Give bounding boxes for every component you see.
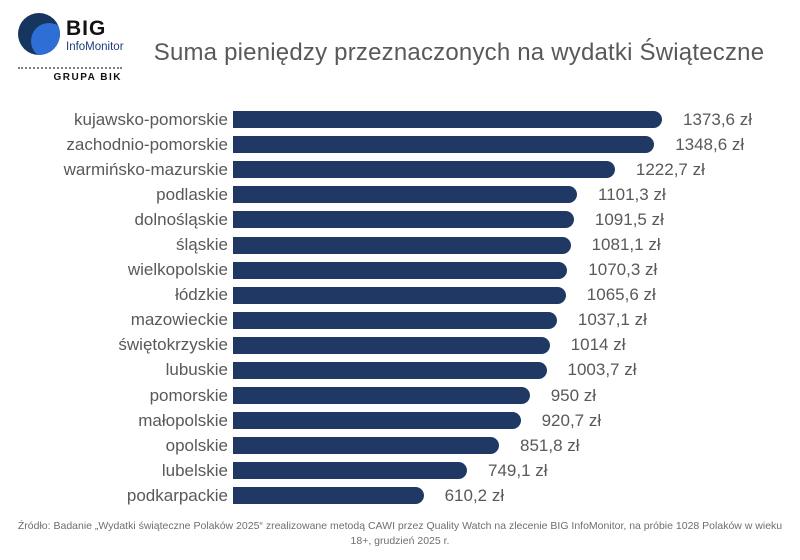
row-label: mazowieckie xyxy=(130,310,228,330)
row-bar xyxy=(233,211,574,228)
row-value: 1070,3 zł xyxy=(588,260,658,280)
chart-rows xyxy=(0,107,800,509)
row-label: świętokrzyskie xyxy=(118,335,228,355)
logo-grupa-bik-text: GRUPA BIK xyxy=(53,72,122,83)
row-bar xyxy=(233,111,662,128)
chart-row xyxy=(0,408,800,433)
row-bar xyxy=(233,312,557,329)
row-value: 950 zł xyxy=(550,385,597,405)
row-value: 610,2 zł xyxy=(444,485,505,505)
source-footnote: Źródło: Badanie „Wydatki świąteczne Polaków 2025“ zrealizowane metodą CAWI przez Quality Watch na zlecenie BIG InfoMonitor, na próbie 1028 Polaków w wieku 18+, grudzień 2025 r. xyxy=(17,519,783,547)
row-bar xyxy=(233,387,530,404)
row-label: łódzkie xyxy=(175,285,228,305)
row-label: podkarpackie xyxy=(126,485,228,505)
chart-row xyxy=(0,232,800,257)
row-label: kujawsko-pomorskie xyxy=(74,109,228,129)
row-bar xyxy=(233,186,577,203)
row-bar xyxy=(233,237,571,254)
chart-row xyxy=(0,433,800,458)
row-value: 1091,5 zł xyxy=(594,209,664,229)
logo-sphere-icon xyxy=(18,13,60,60)
row-value: 920,7 zł xyxy=(541,410,602,430)
chart-row xyxy=(0,383,800,408)
row-label: podlaskie xyxy=(156,184,228,204)
chart-row xyxy=(0,283,800,308)
row-bar xyxy=(233,337,550,354)
row-label: dolnośląskie xyxy=(134,209,228,229)
logo-big-text: BIG xyxy=(66,17,107,40)
row-value: 1101,3 zł xyxy=(598,184,666,204)
row-label: pomorskie xyxy=(149,385,228,405)
logo-infomonitor-text: InfoMonitor xyxy=(66,41,124,53)
row-bar xyxy=(233,287,566,304)
chart-row xyxy=(0,182,800,207)
row-value: 1003,7 zł xyxy=(567,360,637,380)
chart-row xyxy=(0,483,800,508)
chart-row xyxy=(0,358,800,383)
row-label: małopolskie xyxy=(138,410,228,430)
row-bar xyxy=(233,412,521,429)
row-value: 851,8 zł xyxy=(520,435,580,455)
row-bar xyxy=(233,487,424,504)
chart-row xyxy=(0,258,800,283)
chart-row xyxy=(0,132,800,157)
row-label: wielkopolskie xyxy=(127,260,228,280)
row-label: lubelskie xyxy=(161,460,228,480)
chart-row xyxy=(0,207,800,232)
chart-row xyxy=(0,308,800,333)
row-value: 1037,1 zł xyxy=(577,310,647,330)
row-value: 1222,7 zł xyxy=(635,159,705,179)
chart-title: Suma pieniędzy przeznaczonych na wydatki Świąteczne xyxy=(153,39,765,66)
header xyxy=(0,0,800,86)
row-value: 1348,6 zł xyxy=(675,134,745,154)
row-value: 1081,1 zł xyxy=(591,235,661,255)
row-label: zachodnio-pomorskie xyxy=(66,134,228,154)
row-value: 1014 zł xyxy=(570,335,626,355)
row-bar xyxy=(233,161,615,178)
row-label: warmińsko-mazurskie xyxy=(63,159,228,179)
row-label: śląskie xyxy=(176,235,228,255)
chart-row xyxy=(0,333,800,358)
row-label: lubuskie xyxy=(165,360,228,380)
row-bar xyxy=(233,462,467,479)
row-value: 1373,6 zł xyxy=(683,109,752,129)
chart-row xyxy=(0,458,800,483)
row-bar xyxy=(233,362,547,379)
row-bar xyxy=(233,437,499,454)
row-label: opolskie xyxy=(165,435,228,455)
row-value: 749,1 zł xyxy=(488,460,548,480)
chart-row xyxy=(0,157,800,182)
chart-row xyxy=(0,107,800,132)
row-value: 1065,6 zł xyxy=(586,285,656,305)
big-infomonitor-logo xyxy=(18,13,130,83)
row-bar xyxy=(233,262,567,279)
row-bar xyxy=(233,136,654,153)
bar-chart xyxy=(0,107,800,509)
logo-dotted-divider xyxy=(18,67,122,69)
